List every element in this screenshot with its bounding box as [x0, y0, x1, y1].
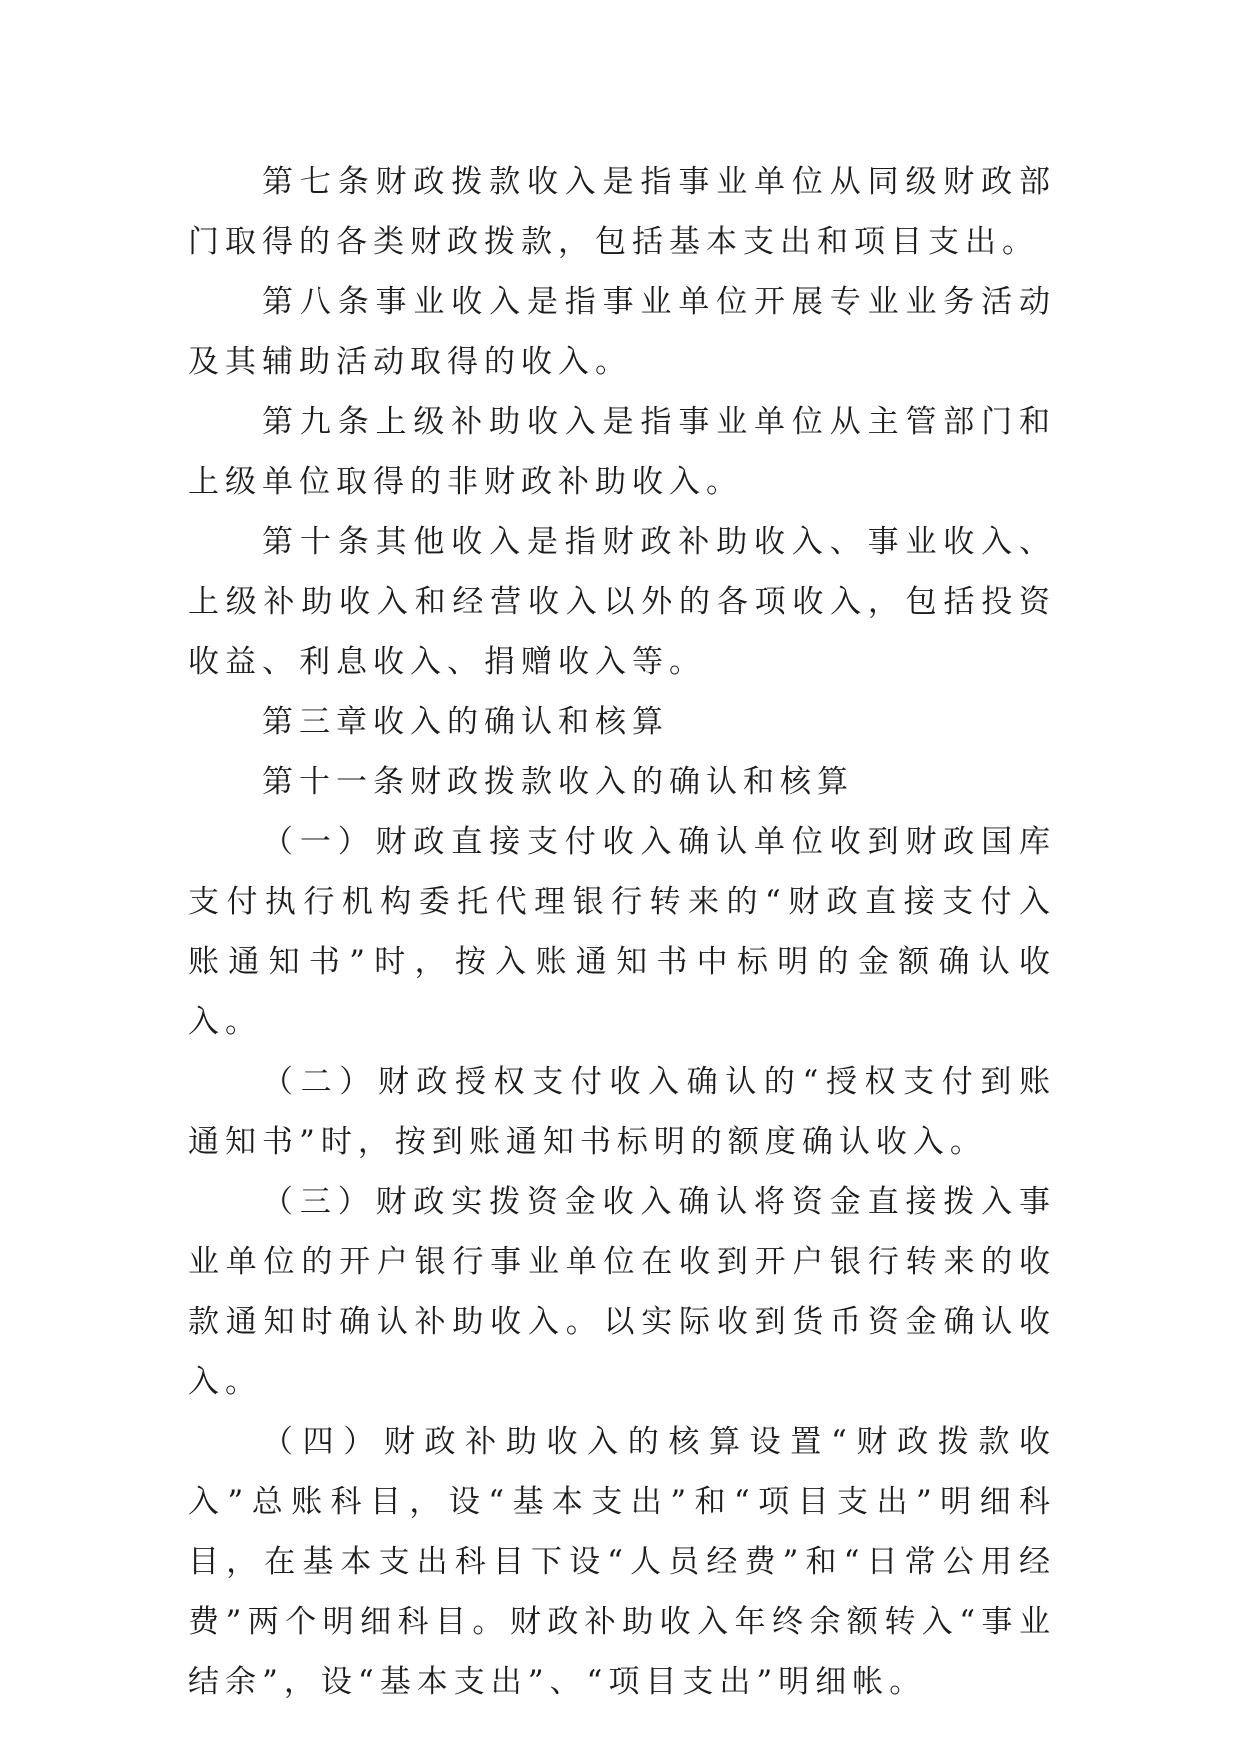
paragraph-article-8: 第八条事业收入是指事业单位开展专业业务活动及其辅助活动取得的收入。 — [188, 284, 1056, 380]
paragraph-article-7: 第七条财政拨款收入是指事业单位从同级财政部门取得的各类财政拨款，包括基本支出和项目支出。 — [188, 164, 1056, 260]
chapter-3-heading: 第三章收入的确认和核算 — [262, 704, 669, 740]
paragraph-article-9: 第九条上级补助收入是指事业单位从主管部门和上级单位取得的非财政补助收入。 — [188, 404, 1056, 500]
paragraph-item-2: （二）财政授权支付收入确认的“授权支付到账通知书”时，按到账通知书标明的额度确认收入。 — [188, 1064, 1056, 1160]
paragraph-item-3: （三）财政实拨资金收入确认将资金直接拨入事业单位的开户银行事业单位在收到开户银行转来的收款通知时确认补助收入。以实际收到货币资金确认收入。 — [188, 1184, 1056, 1400]
paragraph-item-1: （一）财政直接支付收入确认单位收到财政国库支付执行机构委托代理银行转来的“财政直接支付入账通知书”时，按入账通知书中标明的金额确认收入。 — [188, 824, 1056, 1040]
document-body — [188, 152, 1056, 1712]
paragraph-item-4: （四）财政补助收入的核算设置“财政拨款收入”总账科目，设“基本支出”和“项目支出”明细科目，在基本支出科目下设“人员经费”和“日常公用经费”两个明细科目。财政补助收入年终余额转入“事业结余”，设“基本支出”、“项目支出”明细帐。 — [188, 1424, 1056, 1700]
paragraph-article-10: 第十条其他收入是指财政补助收入、事业收入、上级补助收入和经营收入以外的各项收入，包括投资收益、利息收入、捐赠收入等。 — [188, 524, 1056, 680]
article-11-heading: 第十一条财政拨款收入的确认和核算 — [262, 764, 854, 800]
